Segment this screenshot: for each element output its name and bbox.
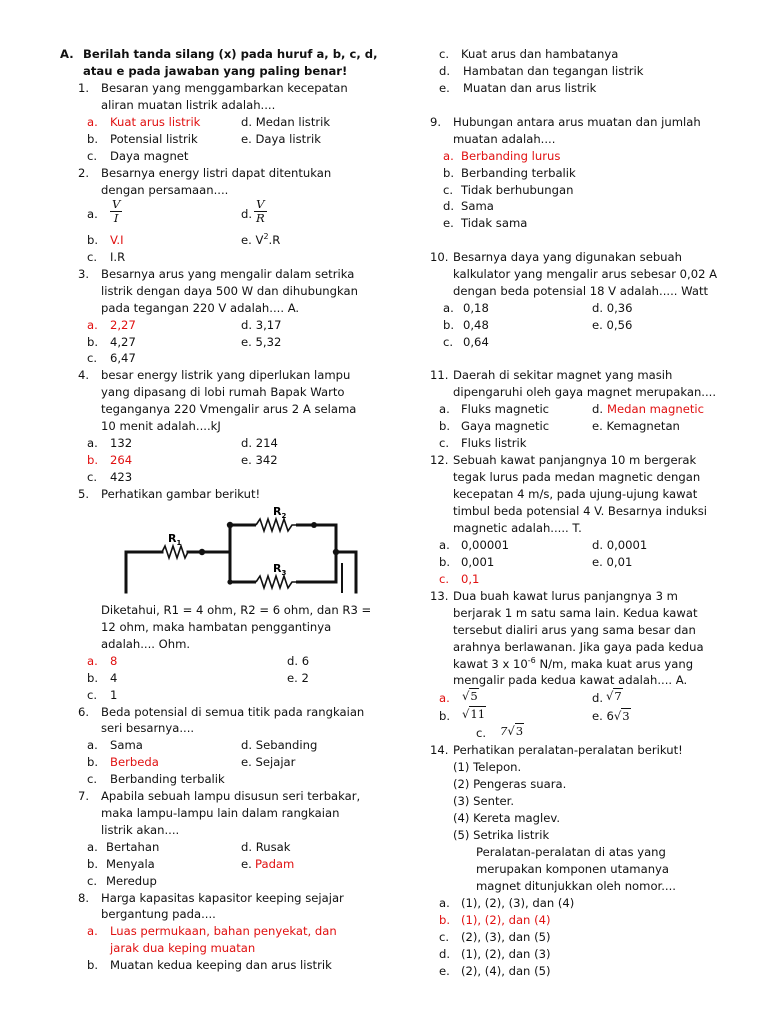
q5-option-a[interactable]: 8 [110,654,118,668]
q1-option-a[interactable]: Kuat arus listrik [110,115,201,129]
q13-option-c-coefficient: 7 [500,724,508,738]
q8-number: 8. [78,891,90,905]
circuit-node-1 [199,549,205,555]
q3-option-a[interactable]: 2,27 [110,318,136,332]
q13-option-b-radicand: 11 [470,707,486,721]
q7-text: Apabila sebuah lampu disusun seri terbakar, [101,789,361,803]
q5-option-b[interactable]: 4 [110,671,118,685]
q11-option-a-letter[interactable]: a. [439,402,450,416]
q2-d-numerator: V [254,198,267,212]
q2-option-c-letter[interactable]: c. [87,250,98,264]
q14-option-d[interactable]: (1), (2), dan (3) [461,947,551,961]
q8-option-a[interactable]: Luas permukaan, bahan penyekat, dan [110,924,337,938]
q2-text: Besarnya energy listri dapat ditentukan [101,166,332,180]
q13-text-5-a: kawat 3 x 10 [453,657,528,671]
q7-option-c-letter[interactable]: c. [87,874,98,888]
q8-option-c-letter[interactable]: c. [439,47,450,61]
q13-option-e-coefficient: e. 6 [592,709,614,723]
q1-option-a-letter[interactable]: a. [87,115,98,129]
q13-text: Dua buah kawat lurus panjangnya 3 m [453,589,678,603]
q2-option-e[interactable] [241,232,280,248]
q12-text: Sebuah kawat panjangnya 10 m bergerak [453,453,697,467]
q14-text: Perhatikan peralatan-peralatan berikut! [453,743,683,757]
q10-option-e[interactable]: e. 0,56 [592,318,633,332]
q1-text: Besaran yang menggambarkan kecepatan [101,81,348,95]
q11-text: Daerah di sekitar magnet yang masih [453,368,673,382]
q4-number: 4. [78,368,90,382]
q2-option-b[interactable]: V.I [110,233,124,247]
q12-option-e[interactable]: e. 0,01 [592,555,633,569]
q8-text: Harga kapasitas kapasitor keeping sejajar [101,891,344,905]
q11-option-c[interactable]: Fluks listrik [461,436,527,450]
q10-text-2: kalkulator yang mengalir arus sebesar 0,02 A [453,267,718,281]
q1-text-2: aliran muatan listrik adalah.... [101,98,276,112]
q6-option-a-letter[interactable]: a. [87,738,98,752]
q11-option-d-letter[interactable]: d. [592,402,604,416]
q12-option-c-letter[interactable]: c. [439,572,450,586]
q14-option-b-letter[interactable]: b. [439,913,451,927]
q10-text: Besarnya daya yang digunakan sebuah [453,250,682,264]
q12-option-b-letter[interactable]: b. [439,555,451,569]
q4-text-4: 10 menit adalah....kJ [101,419,221,433]
q9-number: 9. [430,115,442,129]
q7-option-e[interactable]: Padam [255,857,295,871]
q13-text-5 [453,656,693,672]
q7-option-e-letter[interactable]: e. [241,857,252,871]
q14-option-b[interactable]: (1), (2), dan (4) [461,913,551,927]
q13-text-6: mengalir pada kedua kawat adalah.... A. [453,673,688,687]
q9-option-d-letter[interactable]: d. [443,199,455,213]
q2-a-denominator: I [113,211,119,225]
q10-option-b[interactable]: 0,48 [463,318,489,332]
q7-text-3: listrik akan.... [101,823,180,837]
q8-option-b-letter[interactable]: b. [87,958,99,972]
q2-text-2: dengan persamaan.... [101,183,229,197]
q9-option-c[interactable]: Tidak berhubungan [461,183,574,197]
q2-option-a-formula[interactable] [110,198,122,225]
q12-option-c[interactable]: 0,1 [461,572,480,586]
q3-text-3: pada tegangan 220 V adalah.... A. [101,301,300,315]
circuit-node-4 [227,579,232,584]
q13-exponent: -6 [527,656,536,666]
q10-option-b-letter[interactable]: b. [443,318,455,332]
q14-option-c[interactable]: (2), (3), dan (5) [461,930,551,944]
q14-option-c-letter[interactable]: c. [439,930,450,944]
q8-option-d[interactable]: Hambatan dan tegangan listrik [463,64,644,78]
q8-option-d-letter[interactable]: d. [439,64,451,78]
q13-option-d-radicand: 7 [614,689,622,703]
q10-text-3: dengan beda potensial 18 V adalah..... Watt [453,284,709,298]
circuit-node-5 [311,522,317,528]
q4-option-e[interactable]: e. 342 [241,453,278,467]
q3-option-b-letter[interactable]: b. [87,335,99,349]
q7-option-a-letter[interactable]: a. [87,840,98,854]
circuit-node-3 [333,549,339,555]
q13-option-a-letter[interactable]: a. [439,691,450,705]
q14-option-e[interactable]: (2), (4), dan (5) [461,964,551,978]
q2-option-c[interactable]: I.R [110,250,126,264]
q5-option-d[interactable]: d. 6 [287,654,310,668]
q7-option-c[interactable]: Meredup [106,874,157,888]
q14-option-a-letter[interactable]: a. [439,896,450,910]
q14-option-d-letter[interactable]: d. [439,947,451,961]
q13-option-c[interactable] [500,723,524,739]
q5-text: Perhatikan gambar berikut! [101,487,261,501]
q10-option-a-letter[interactable]: a. [443,301,454,315]
q6-option-a[interactable]: Sama [110,738,143,752]
q8-option-a-letter[interactable]: a. [87,924,98,938]
q10-option-c[interactable]: 0,64 [463,335,489,349]
q6-option-e[interactable]: e. Sejajar [241,755,296,769]
q4-text-3: teganganya 220 Vmengalir arus 2 A selama [101,402,357,416]
q8-option-c[interactable]: Kuat arus dan hambatanya [461,47,619,61]
q8-option-b[interactable]: Muatan kedua keeping dan arus listrik [110,958,332,972]
q13-option-e-radicand: 3 [622,709,630,723]
q9-option-a[interactable]: Berbanding lurus [461,149,561,163]
q9-option-a-letter[interactable]: a. [443,149,454,163]
q7-number: 7. [78,789,90,803]
q4-option-a-letter[interactable]: a. [87,436,98,450]
q14-text-3: merupakan komponen utamanya [476,862,670,876]
q5-option-a-letter[interactable]: a. [87,654,98,668]
q5-text-4: adalah.... Ohm. [101,637,191,651]
q7-option-b[interactable]: Menyala [106,857,155,871]
q7-option-b-letter[interactable]: b. [87,857,99,871]
sqrt-icon: √ [507,724,515,738]
q5-option-c-letter[interactable]: c. [87,688,98,702]
q2-number: 2. [78,166,90,180]
q11-option-a[interactable]: Fluks magnetic [461,402,550,416]
q12-option-a-letter[interactable]: a. [439,538,450,552]
q12-text-5: magnetic adalah..... T. [453,521,582,535]
q13-text-3: tersebut dialiri arus yang sama besar dan [453,623,696,637]
q7-option-d[interactable]: d. Rusak [241,840,291,854]
q13-option-b[interactable] [462,706,486,722]
q3-text-2: listrik dengan daya 500 W dan dihubungkan [101,284,358,298]
q14-item: (3) Senter. [453,794,515,808]
q5-number: 5. [78,487,90,501]
q2-a-numerator: V [112,197,121,211]
q14-item: (5) Setrika listrik [453,828,550,842]
q9-option-c-letter[interactable]: c. [443,183,454,197]
q8-option-a-2[interactable]: jarak dua keping muatan [110,941,256,955]
section-instruction: Berilah tanda silang (x) pada huruf a, b, c, d, [83,47,378,61]
q9-text: Hubungan antara arus muatan dan jumlah [453,115,701,129]
q14-option-e-letter[interactable]: e. [439,964,450,978]
q1-option-b-letter[interactable]: b. [87,132,99,146]
q2-option-d-formula[interactable] [254,198,267,225]
q12-option-b[interactable]: 0,001 [461,555,495,569]
q3-option-b[interactable]: 4,27 [110,335,136,349]
q3-text: Besarnya arus yang mengalir dalam setrika [101,267,355,281]
q12-text-4: timbul beda potensial 4 V. Besarnya induksi [453,504,707,518]
q7-text-2: maka lampu-lampu lain dalam rangkaian [101,806,340,820]
q1-number: 1. [78,81,90,95]
q5-text-2: Diketahui, R1 = 4 ohm, R2 = 6 ohm, dan R3 = [101,603,372,617]
q4-text-2: yang dipasang di lobi rumah Bapak Warto [101,385,345,399]
sqrt-icon: √ [613,709,622,723]
q13-option-d[interactable] [606,688,623,704]
section-instruction-2: atau e pada jawaban yang paling benar! [83,64,348,78]
q13-number: 13. [430,589,449,603]
q3-option-e[interactable]: e. 5,32 [241,335,282,349]
q9-text-2: muatan adalah.... [453,132,556,146]
q14-number: 14. [430,743,449,757]
q11-number: 11. [430,368,449,382]
circuit-wire-left [126,552,162,592]
q13-option-b-letter[interactable]: b. [439,709,451,723]
q2-option-a-letter[interactable]: a. [87,207,98,221]
q14-text-2: Peralatan-peralatan di atas yang [476,845,666,859]
q12-option-d[interactable]: d. 0,0001 [592,538,648,552]
q13-text-2: berjarak 1 m satu sama lain. Kedua kawat [453,606,698,620]
q1-option-c-letter[interactable]: c. [87,149,98,163]
circuit-wire-right [336,552,356,592]
q12-number: 12. [430,453,449,467]
q3-option-d[interactable]: d. 3,17 [241,318,282,332]
q13-text-4: arahnya berlawanan. Jika gaya pada kedua [453,640,704,654]
q6-text-2: seri besarnya.... [101,721,195,735]
q13-option-c-letter[interactable]: c. [476,726,487,740]
q10-option-a[interactable]: 0,18 [463,301,489,315]
q5-text-3: 12 ohm, maka hambatan penggantinya [101,620,332,634]
q4-option-d[interactable]: d. 214 [241,436,278,450]
q6-option-d[interactable]: d. Sebanding [241,738,318,752]
q10-option-c-letter[interactable]: c. [443,335,454,349]
circuit-diagram [118,502,368,594]
q10-option-d[interactable]: d. 0,36 [592,301,633,315]
q6-option-b[interactable]: Berbeda [110,755,159,769]
q4-option-b-letter[interactable]: b. [87,453,99,467]
sqrt-icon: √ [462,689,470,703]
q8-text-2: bergantung pada.... [101,907,216,921]
q8-option-e-letter[interactable]: e. [439,81,450,95]
q8-option-e[interactable]: Muatan dan arus listrik [463,81,597,95]
q2-option-b-letter[interactable]: b. [87,233,99,247]
q12-text-3: kecepatan 4 m/s, pada ujung-ujung kawat [453,487,698,501]
q3-option-c[interactable]: 6,47 [110,351,136,365]
q2-option-e-tail: .R [268,233,281,247]
q4-option-c-letter[interactable]: c. [87,470,98,484]
q1-option-e[interactable]: e. Daya listrik [241,132,321,146]
label-r1: $R_1$ [168,532,182,547]
q7-option-a[interactable]: Bertahan [106,840,160,854]
q12-text-2: tegak lurus pada medan magnetic dengan [453,470,701,484]
q14-item: (1) Telepon. [453,760,522,774]
q6-option-b-letter[interactable]: b. [87,755,99,769]
q3-number: 3. [78,267,90,281]
q6-text: Beda potensial di semua titik pada rangkaian [101,705,365,719]
q2-option-d-letter[interactable]: d. [241,207,253,221]
label-r3: $R_3$ [273,562,287,577]
q1-option-d[interactable]: d. Medan listrik [241,115,331,129]
q2-option-e-base: e. V [241,233,264,247]
q11-option-d[interactable]: Medan magnetic [607,402,705,416]
q12-option-a[interactable]: 0,00001 [461,538,509,552]
q9-option-e-letter[interactable]: e. [443,216,454,230]
q13-text-5-b: N/m, maka kuat arus yang [535,657,694,671]
q3-option-a-letter[interactable]: a. [87,318,98,332]
q5-option-b-letter[interactable]: b. [87,671,99,685]
q9-option-d[interactable]: Sama [461,199,494,213]
resistor-r1 [162,546,188,558]
circuit-node-2 [227,522,233,528]
q2-option-e-exponent: 2 [263,232,269,242]
label-r2: $R_2$ [273,505,287,520]
q1-option-c[interactable]: Daya magnet [110,149,189,163]
q11-text-2: dipengaruhi oleh gaya magnet merupakan.... [453,385,717,399]
q4-option-c[interactable]: 423 [110,470,133,484]
q9-option-b[interactable]: Berbanding terbalik [461,166,576,180]
q13-option-a[interactable] [462,688,479,704]
q11-option-b-letter[interactable]: b. [439,419,451,433]
q10-number: 10. [430,250,449,264]
q14-item: (4) Kereta maglev. [453,811,561,825]
q1-option-b[interactable]: Potensial listrik [110,132,198,146]
q9-option-b-letter[interactable]: b. [443,166,455,180]
q2-d-denominator: R [256,211,265,225]
q3-option-c-letter[interactable]: c. [87,351,98,365]
sqrt-icon: √ [606,689,614,703]
q11-option-e[interactable]: e. Kemagnetan [592,419,680,433]
q6-option-c[interactable]: Berbanding terbalik [110,772,225,786]
q14-item: (2) Pengeras suara. [453,777,567,791]
q4-text: besar energy listrik yang diperlukan lampu [101,368,351,382]
q9-option-e[interactable]: Tidak sama [461,216,528,230]
q11-option-b[interactable]: Gaya magnetic [461,419,550,433]
q5-option-c[interactable]: 1 [110,688,118,702]
q14-option-a[interactable]: (1), (2), (3), dan (4) [461,896,575,910]
q13-option-d-letter[interactable]: d. [592,691,604,705]
q6-option-c-letter[interactable]: c. [87,772,98,786]
q13-option-a-radicand: 5 [470,689,478,703]
section-letter: A. [60,47,74,61]
q11-option-c-letter[interactable]: c. [439,436,450,450]
q4-option-b[interactable]: 264 [110,453,133,467]
q13-option-c-radicand: 3 [515,724,524,738]
q14-text-4: magnet ditunjukkan oleh nomor.... [476,879,676,893]
q13-option-e[interactable] [592,708,631,724]
q4-option-a[interactable]: 132 [110,436,133,450]
q6-number: 6. [78,705,90,719]
sqrt-icon: √ [462,707,470,721]
q5-option-e[interactable]: e. 2 [287,671,309,685]
